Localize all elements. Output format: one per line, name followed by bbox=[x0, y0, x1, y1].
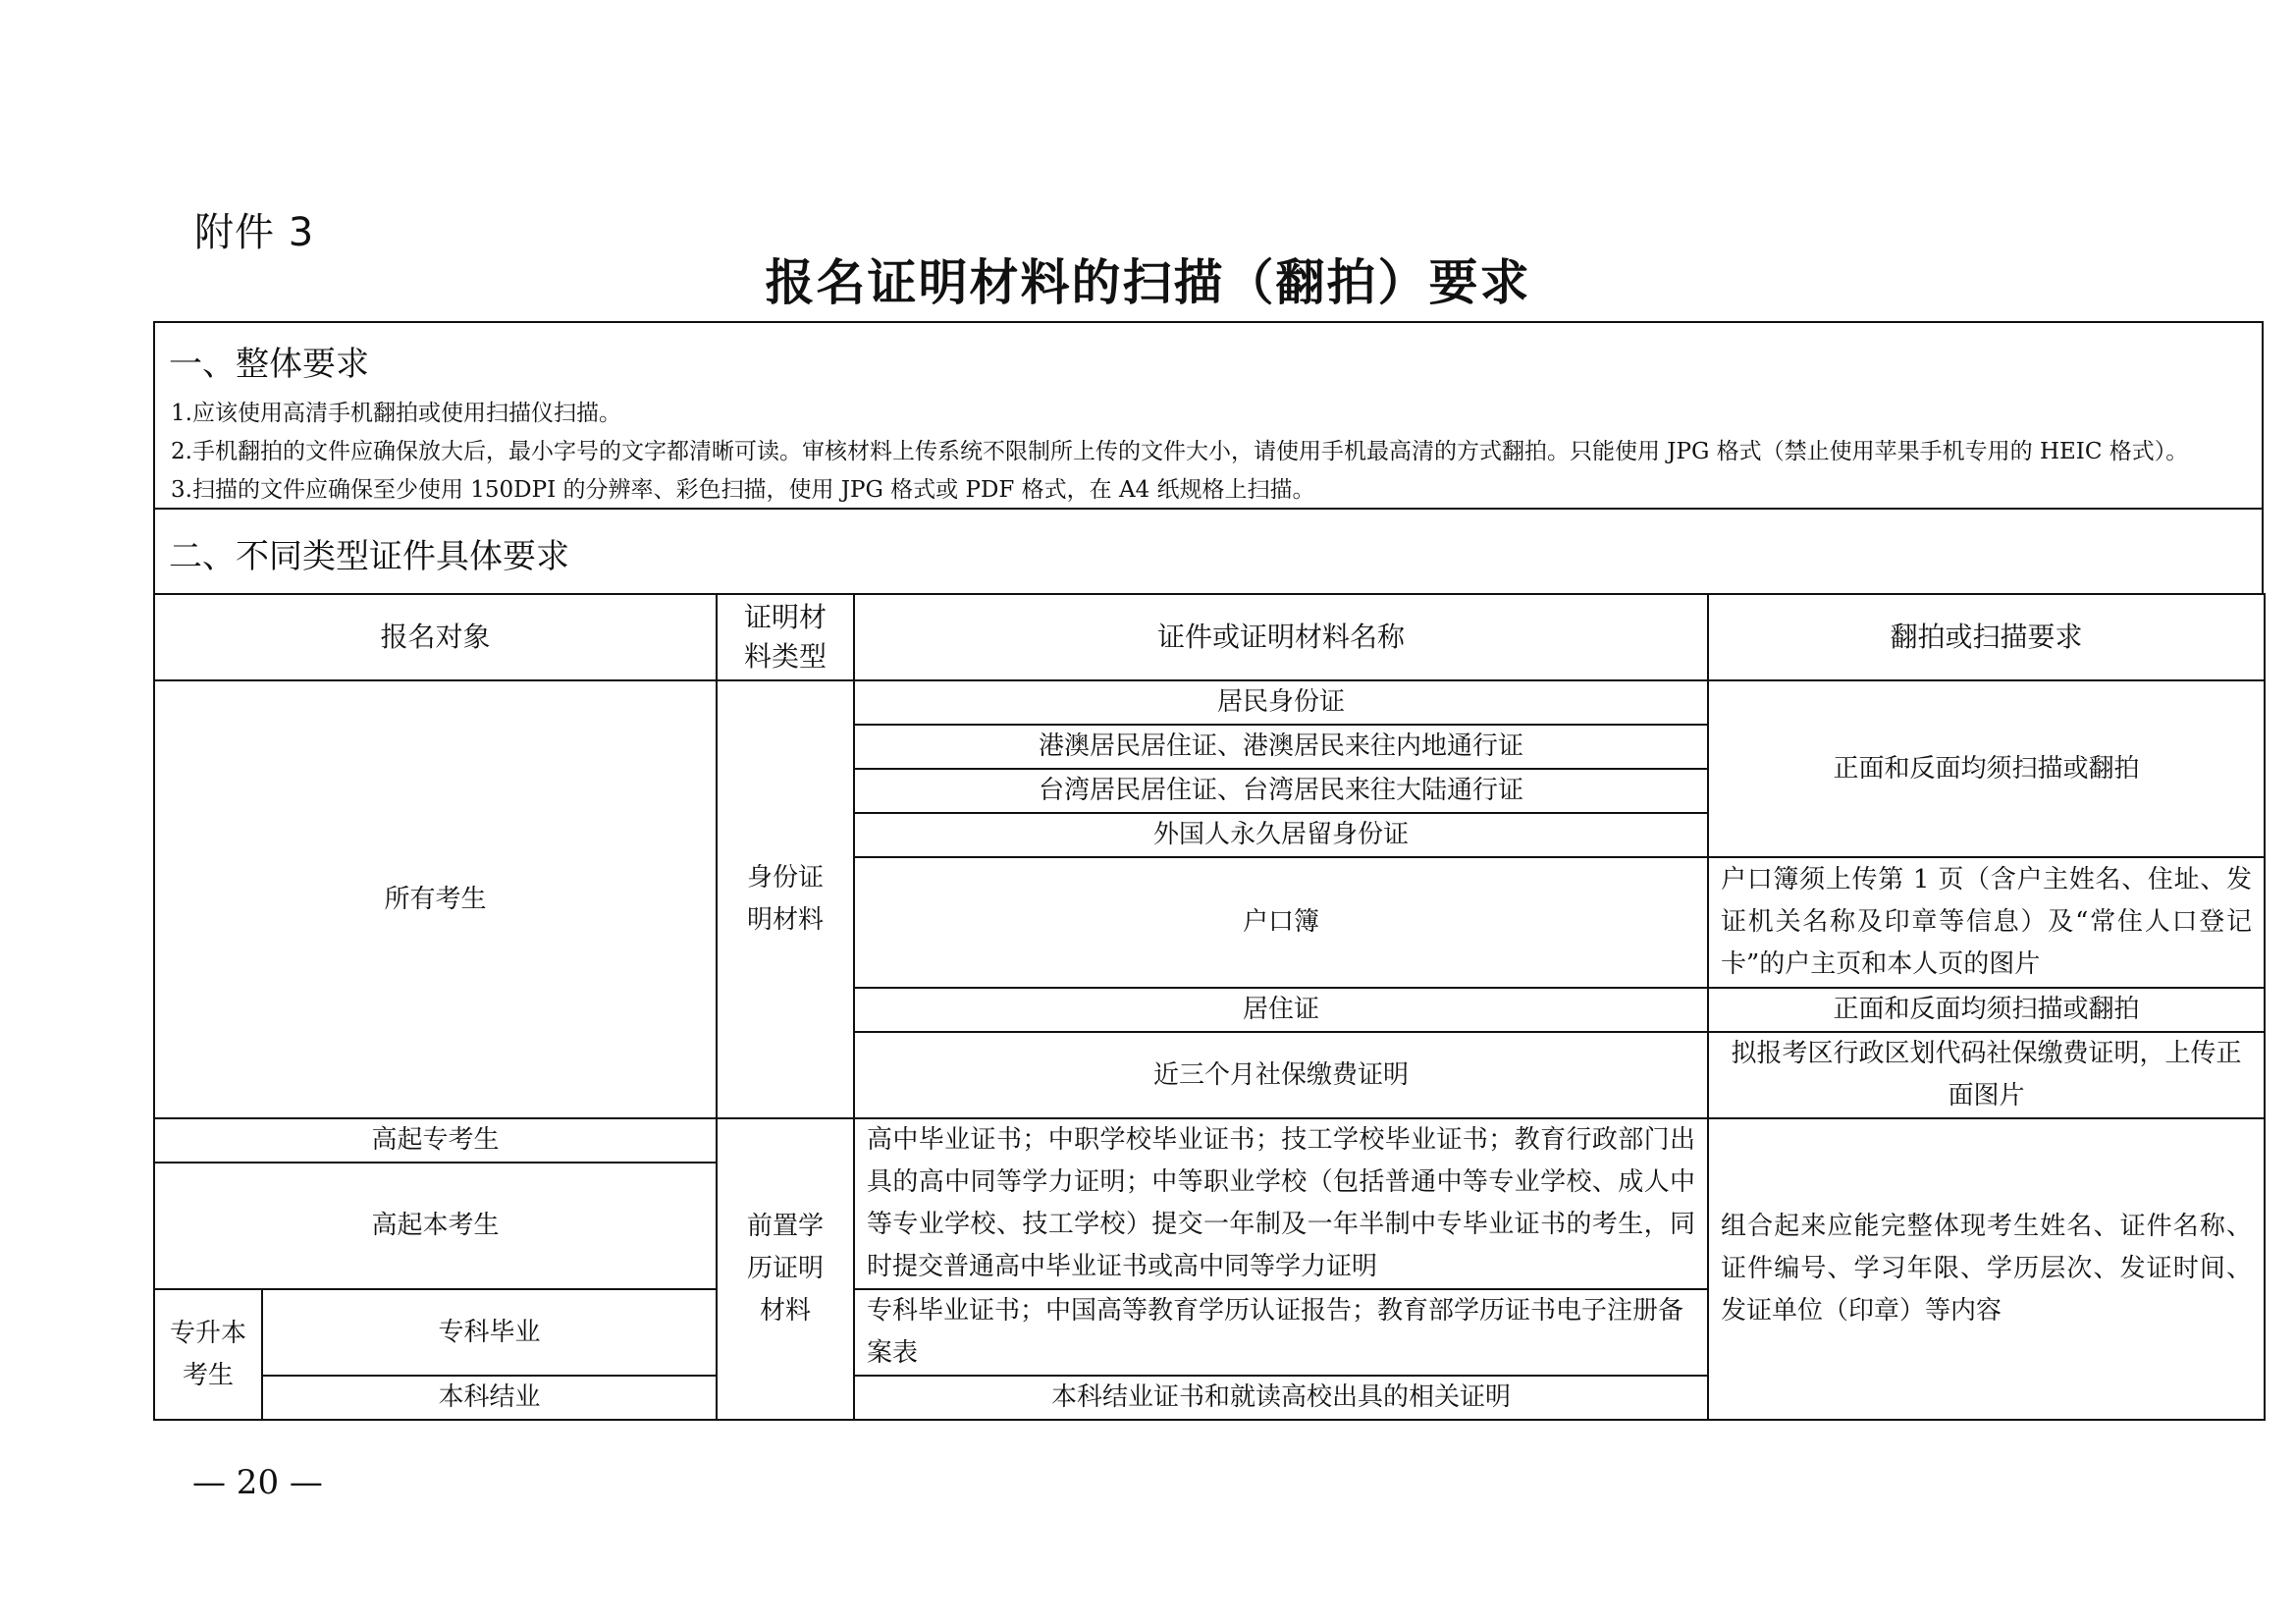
doc-foreigner-residence: 外国人永久居留身份证 bbox=[854, 813, 1708, 857]
requirements-table bbox=[153, 593, 2266, 1421]
req-front-back: 正面和反面均须扫描或翻拍 bbox=[1708, 680, 2265, 857]
header-name: 证件或证明材料名称 bbox=[854, 594, 1708, 680]
doc-zk-graduate: 专科毕业证书；中国高等教育学历认证报告；教育部学历证书电子注册备案表 bbox=[854, 1289, 1708, 1376]
section1-heading: 一、整体要求 bbox=[169, 345, 369, 384]
doc-resident-id: 居民身份证 bbox=[854, 680, 1708, 725]
specific-requirements-section bbox=[153, 508, 2264, 594]
table-header-row bbox=[154, 594, 2265, 680]
table-row bbox=[154, 680, 2265, 725]
type-prior-education: 前置学历证明材料 bbox=[717, 1118, 854, 1420]
doc-taiwan-permit: 台湾居民居住证、台湾居民来往大陆通行证 bbox=[854, 769, 1708, 813]
target-gaoqizhuan: 高起专考生 bbox=[154, 1118, 717, 1163]
target-zhuanshengben: 专升本考生 bbox=[154, 1289, 262, 1420]
target-gaoqiben: 高起本考生 bbox=[154, 1163, 717, 1289]
doc-residence-permit: 居住证 bbox=[854, 988, 1708, 1032]
requirement-item-1: 1.应该使用高清手机翻拍或使用扫描仪扫描。 bbox=[171, 401, 621, 426]
section2-heading: 二、不同类型证件具体要求 bbox=[169, 537, 569, 576]
target-zk-graduate: 专科毕业 bbox=[262, 1289, 717, 1376]
requirement-item-3: 3.扫描的文件应确保至少使用 150DPI 的分辨率、彩色扫描，使用 JPG 格式或 PDF 格式，在 A4 纸规格上扫描。 bbox=[171, 477, 1315, 503]
doc-high-school: 高中毕业证书；中职学校毕业证书；技工学校毕业证书；教育行政部门出具的高中同等学力证明；中等职业学校（包括普通中等专业学校、成人中等专业学校、技工学校）提交一年制及一年半制中专毕业证书的考生，同时提交普通高中毕业证书或高中同等学力证明 bbox=[854, 1118, 1708, 1289]
header-target: 报名对象 bbox=[154, 594, 717, 680]
overall-requirements-section bbox=[153, 321, 2264, 510]
req-prior-education: 组合起来应能完整体现考生姓名、证件名称、证件编号、学习年限、学历层次、发证时间、发证单位（印章）等内容 bbox=[1708, 1118, 2265, 1420]
requirement-item-2: 2.手机翻拍的文件应确保放大后，最小字号的文字都清晰可读。审核材料上传系统不限制所上传的文件大小，请使用手机最高清的方式翻拍。只能使用 JPG 格式（禁止使用苹果手机专用的 HEIC 格式）。 bbox=[171, 439, 2189, 464]
doc-hukou: 户口簿 bbox=[854, 857, 1708, 988]
doc-hk-macao-permit: 港澳居民居住证、港澳居民来往内地通行证 bbox=[854, 725, 1708, 769]
doc-bk-completion: 本科结业证书和就读高校出具的相关证明 bbox=[854, 1376, 1708, 1420]
target-bk-completion: 本科结业 bbox=[262, 1376, 717, 1420]
doc-social-insurance: 近三个月社保缴费证明 bbox=[854, 1032, 1708, 1118]
page-number: — 20 — bbox=[192, 1463, 323, 1502]
header-requirement: 翻拍或扫描要求 bbox=[1708, 594, 2265, 680]
req-social-insurance: 拟报考区行政区划代码社保缴费证明，上传正面图片 bbox=[1708, 1032, 2265, 1118]
header-type: 证明材料类型 bbox=[717, 594, 854, 680]
table-row bbox=[154, 1118, 2265, 1163]
type-id-materials: 身份证明材料 bbox=[717, 680, 854, 1118]
target-all-candidates: 所有考生 bbox=[154, 680, 717, 1118]
page-title: 报名证明材料的扫描（翻拍）要求 bbox=[765, 254, 1531, 311]
req-hukou: 户口簿须上传第 1 页（含户主姓名、住址、发证机关名称及印章等信息）及“常住人口登记卡”的户主页和本人页的图片 bbox=[1708, 857, 2265, 988]
annex-label: 附件 3 bbox=[194, 210, 315, 255]
req-residence-permit: 正面和反面均须扫描或翻拍 bbox=[1708, 988, 2265, 1032]
